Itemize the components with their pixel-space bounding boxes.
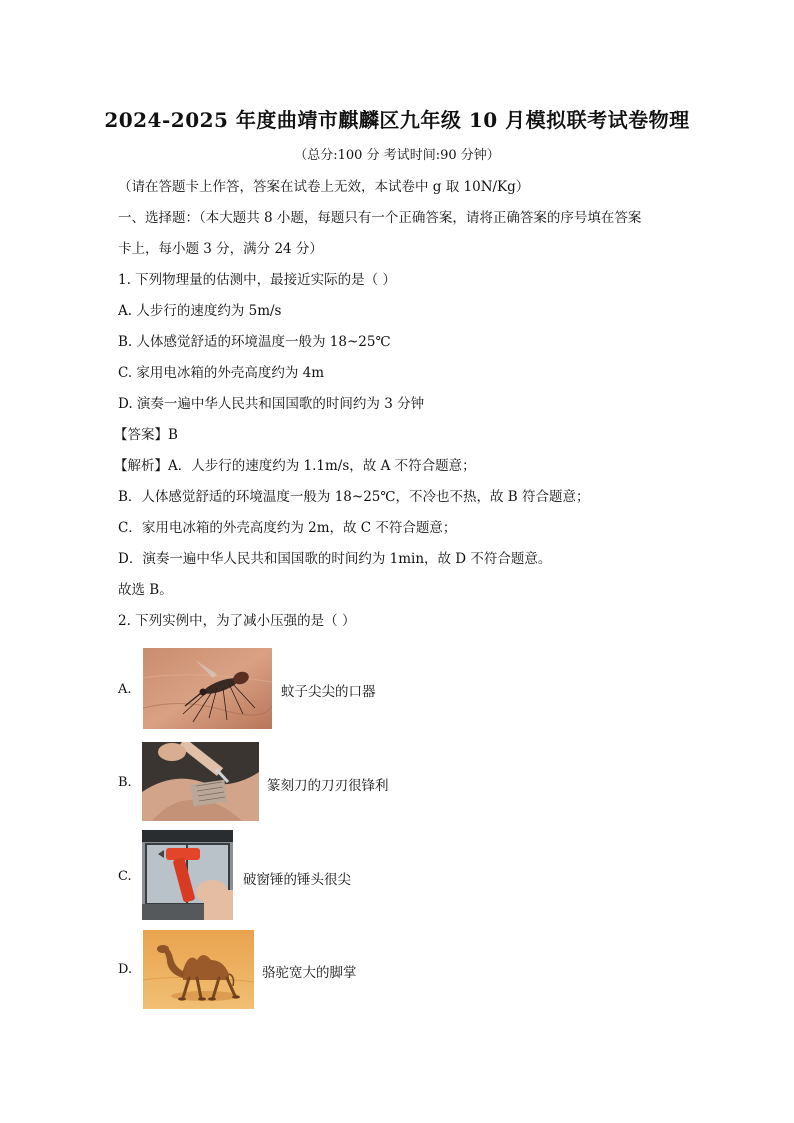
question-2-option-c-letter: C. [118,869,132,884]
question-1-answer: 【答案】B [114,427,178,443]
section-heading-line1: 一、选择题：（本大题共 8 小题，每题只有一个正确答案，请将正确答案的序号填在答案 [118,210,642,226]
question-2-option-b-text: 篆刻刀的刀刃很锋利 [267,778,389,794]
question-1-option-a: A. 人步行的速度约为 5m/s [118,303,282,319]
question-2-option-b-letter: B. [118,775,132,790]
question-2-option-d-letter: D. [118,962,133,977]
carving-knife-photo [142,742,259,821]
question-1-analysis-c: C．家用电冰箱的外壳高度约为 2m，故 C 不符合题意； [118,520,457,536]
question-2-option-a-letter: A. [118,682,132,697]
exam-info: （总分:100 分 考试时间:90 分钟） [294,148,500,163]
question-1-option-d: D. 演奏一遍中华人民共和国国歌的时间约为 3 分钟 [118,396,425,412]
question-1-analysis-d: D．演奏一遍中华人民共和国国歌的时间约为 1min，故 D 不符合题意。 [118,551,552,567]
question-2-option-d-text: 骆驼宽大的脚掌 [262,965,357,981]
notice-text: （请在答题卡上作答，答案在试卷上无效，本试卷中 g 取 10N/Kg） [118,179,530,195]
question-1-option-b: B. 人体感觉舒适的环境温度一般为 18~25℃ [118,334,391,350]
question-2-option-c-text: 破窗锤的锤头很尖 [243,872,351,888]
question-1-option-c: C. 家用电冰箱的外壳高度约为 4m [118,365,325,381]
camel-photo [143,930,254,1009]
question-1-stem: 1. 下列物理量的估测中，最接近实际的是（ ） [118,272,396,288]
question-2-option-a-text: 蚊子尖尖的口器 [281,684,376,700]
question-1-analysis-b: B．人体感觉舒适的环境温度一般为 18~25℃，不冷也不热，故 B 符合题意； [118,489,590,505]
question-2-stem: 2. 下列实例中，为了减小压强的是（ ） [118,613,356,629]
page-title: 2024-2025 年度曲靖市麒麟区九年级 10 月模拟联考试卷物理 [104,108,690,132]
question-1-conclusion: 故选 B。 [118,582,173,598]
window-hammer-photo [142,830,233,920]
mosquito-photo [143,648,272,729]
question-1-analysis-a: 【解析】A．人步行的速度约为 1.1m/s，故 A 不符合题意； [114,458,476,474]
section-heading-line2: 卡上，每小题 3 分，满分 24 分） [118,241,323,257]
